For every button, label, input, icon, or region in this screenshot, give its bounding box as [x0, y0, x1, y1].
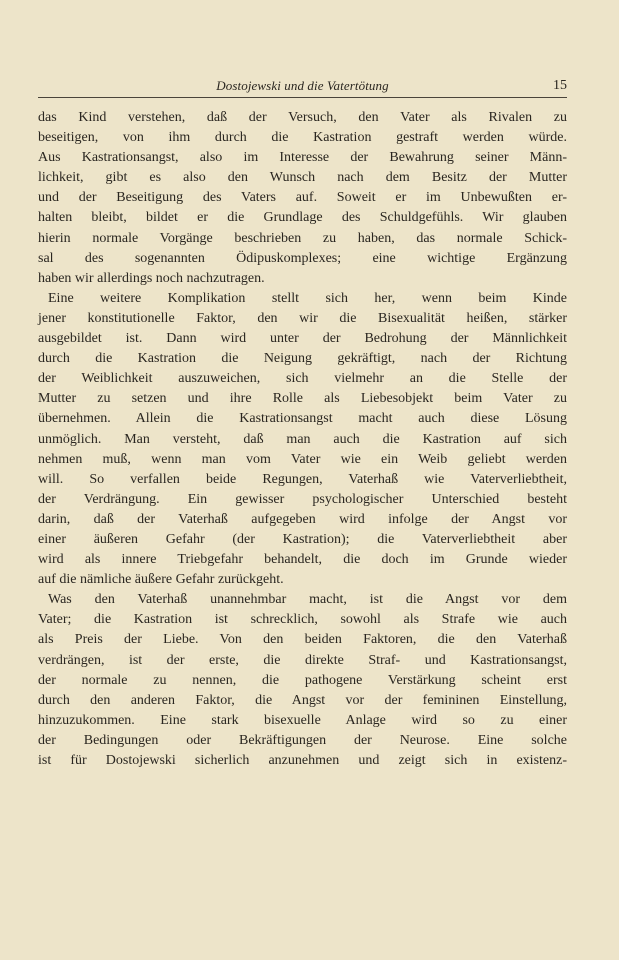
paragraph	[38, 590, 567, 771]
header-rule	[38, 97, 567, 98]
text-line: der normale zu nennen, die pathogene Verstärkung scheint erst	[38, 672, 567, 688]
text-line: jener konstitutionelle Faktor, den wir die Bisexualität heißen, stärker	[38, 310, 567, 326]
text-line: ausgebildet ist. Dann wird unter der Bedrohung der Männlichkeit	[38, 331, 567, 347]
text-line: der Bedingungen oder Bekräftigungen der Neurose. Eine solche	[38, 732, 567, 748]
text-line: hinzuzukommen. Eine stark bisexuelle Anlage wird so zu einer	[38, 712, 567, 728]
text-line: einer äußeren Gefahr (der Kastration); die Vaterverliebtheit aber	[38, 531, 567, 547]
text-line: halten bleibt, bildet er die Grundlage des Schuldgefühls. Wir glauben	[38, 210, 567, 226]
text-line: Vater; die Kastration ist schrecklich, sowohl als Strafe wie auch	[38, 612, 567, 628]
text-line: der Weiblichkeit auszuweichen, sich vielmehr an die Stelle der	[38, 371, 567, 387]
running-title: Dostojewski und die Vatertötung	[216, 78, 389, 93]
text-line: Eine weitere Komplikation stellt sich her, wenn beim Kinde	[48, 290, 567, 306]
text-line: sal des sogenannten Ödipuskomplexes; eine wichtige Ergänzung	[38, 250, 567, 266]
text-line: das Kind verstehen, daß der Versuch, den Vater als Rivalen zu	[38, 110, 567, 125]
text-line: wird als innere Triebgefahr behandelt, die doch im Grunde wieder	[38, 552, 567, 568]
text-line: der Verdrängung. Ein gewisser psychologischer Unterschied besteht	[38, 491, 567, 507]
paragraph	[38, 289, 567, 590]
text-line: als Preis der Liebe. Von den beiden Faktoren, die den Vaterhaß	[38, 632, 567, 648]
text-line: Was den Vaterhaß unannehmbar macht, ist die Angst vor dem	[48, 592, 567, 608]
text-line: übernehmen. Allein die Kastrationsangst macht auch diese Lösung	[38, 411, 567, 427]
text-line: haben wir allerdings noch nachzutragen.	[38, 270, 265, 286]
text-line: auf die nämliche äußere Gefahr zurückgeht.	[38, 572, 284, 588]
text-line: Mutter zu setzen und ihre Rolle als Liebesobjekt beim Vater zu	[38, 391, 567, 407]
page-number: 15	[553, 78, 567, 93]
body-text	[38, 108, 567, 771]
text-line: darin, daß der Vaterhaß aufgegeben wird infolge der Angst vor	[38, 511, 567, 527]
text-line: lichkeit, gibt es also den Wunsch nach dem Besitz der Mutter	[38, 170, 567, 186]
running-header	[38, 78, 567, 96]
text-line: hierin normale Vorgänge beschrieben zu haben, das normale Schick-	[38, 230, 567, 246]
text-line: ist für Dostojewski sicherlich anzunehmen und zeigt sich in existenz-	[38, 753, 567, 768]
text-line: und der Beseitigung des Vaters auf. Soweit er im Unbewußten er-	[38, 190, 567, 206]
text-line: nehmen muß, wenn man vom Vater wie ein Weib geliebt werden	[38, 451, 567, 467]
paragraph	[38, 108, 567, 289]
text-line: Aus Kastrationsangst, also im Interesse der Bewahrung seiner Männ-	[38, 150, 567, 166]
text-line: will. So verfallen beide Regungen, Vaterhaß wie Vaterverliebtheit,	[38, 471, 567, 487]
text-line: beseitigen, von ihm durch die Kastration gestraft werden würde.	[38, 130, 567, 146]
text-line: verdrängen, ist der erste, die direkte Straf- und Kastrationsangst,	[38, 652, 567, 668]
text-line: durch die Kastration die Neigung gekräftigt, nach der Richtung	[38, 351, 567, 367]
text-line: durch den anderen Faktor, die Angst vor der femininen Einstellung,	[38, 692, 567, 708]
text-line: unmöglich. Man versteht, daß man auch die Kastration auf sich	[38, 431, 567, 447]
